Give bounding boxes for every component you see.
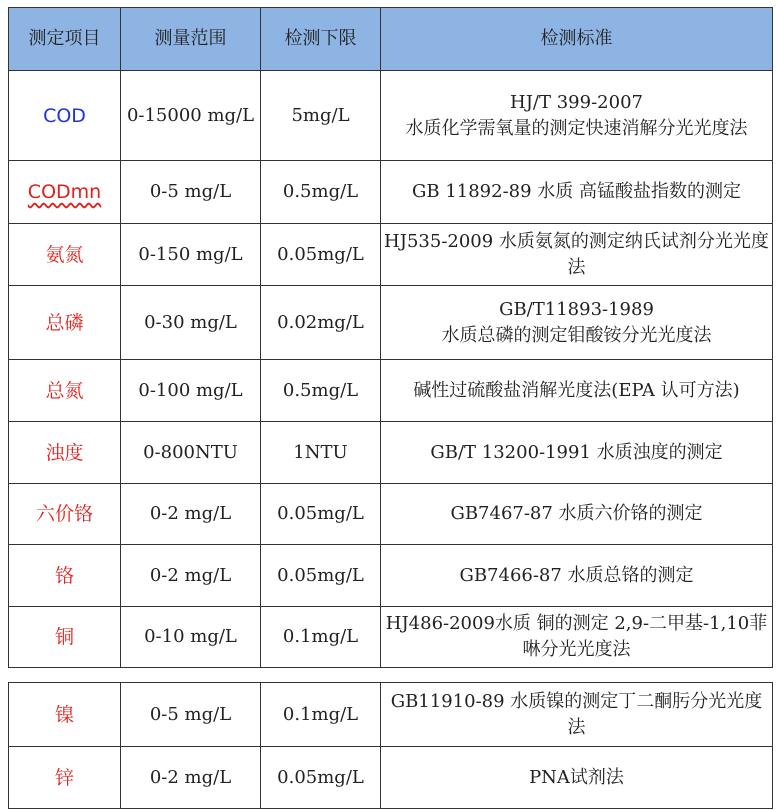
limit-cell: 0.05mg/L [261,747,381,809]
table-row [9,224,773,286]
range-cell: 0-5 mg/L [121,161,261,224]
measurement-table-continued [8,682,773,809]
table-row [9,545,773,607]
item-cell: 浊度 [9,422,121,484]
limit-cell: 0.1mg/L [261,607,381,668]
standard-cell: HJ535-2009 水质氨氮的测定纳氏试剂分光光度法 [381,224,773,286]
limit-cell: 0.05mg/L [261,224,381,286]
table-row [9,607,773,668]
range-cell: 0-150 mg/L [121,224,261,286]
item-cell [9,161,121,224]
range-cell: 0-10 mg/L [121,607,261,668]
header-row [9,8,773,71]
range-cell: 0-15000 mg/L [121,71,261,161]
header-standard: 检测标准 [381,8,773,71]
range-cell: 0-2 mg/L [121,545,261,607]
standard-cell: GB/T 13200-1991 水质浊度的测定 [381,422,773,484]
range-cell: 0-30 mg/L [121,286,261,360]
item-cell: 镍 [9,683,121,747]
limit-cell: 1NTU [261,422,381,484]
limit-cell: 0.1mg/L [261,683,381,747]
range-cell: 0-800NTU [121,422,261,484]
standard-cell: GB7466-87 水质总铬的测定 [381,545,773,607]
table-row [9,484,773,545]
range-cell: 0-5 mg/L [121,683,261,747]
limit-cell: 5mg/L [261,71,381,161]
item-cell: 总氮 [9,360,121,422]
range-cell: 0-2 mg/L [121,747,261,809]
standard-cell: GB7467-87 水质六价铬的测定 [381,484,773,545]
header-limit: 检测下限 [261,8,381,71]
item-cell: 氨氮 [9,224,121,286]
limit-cell: 0.5mg/L [261,161,381,224]
item-cell: 六价铬 [9,484,121,545]
standard-cell: 碱性过硫酸盐消解光度法(EPA 认可方法) [381,360,773,422]
header-item: 测定项目 [9,8,121,71]
header-range: 测量范围 [121,8,261,71]
standard-cell: GB11910-89 水质镍的测定丁二酮肟分光光度法 [381,683,773,747]
item-cell: COD [9,71,121,161]
table-row [9,683,773,747]
standard-cell: HJ/T 399-2007 水质化学需氧量的测定快速消解分光光度法 [381,71,773,161]
table-row [9,161,773,224]
limit-cell: 0.02mg/L [261,286,381,360]
item-label: CODmn [27,181,102,203]
range-cell: 0-2 mg/L [121,484,261,545]
standard-cell: PNA试剂法 [381,747,773,809]
standard-cell: HJ486-2009水质 铜的测定 2,9-二甲基-1,10菲啉分光光度法 [381,607,773,668]
table-row [9,747,773,809]
table-row [9,286,773,360]
limit-cell: 0.5mg/L [261,360,381,422]
limit-cell: 0.05mg/L [261,545,381,607]
range-cell: 0-100 mg/L [121,360,261,422]
table-row [9,71,773,161]
standard-cell: GB/T11893-1989 水质总磷的测定钼酸铵分光光度法 [381,286,773,360]
table-row [9,360,773,422]
standard-cell: GB 11892-89 水质 高锰酸盐指数的测定 [381,161,773,224]
table-row [9,422,773,484]
item-cell: 总磷 [9,286,121,360]
limit-cell: 0.05mg/L [261,484,381,545]
item-cell: 铬 [9,545,121,607]
measurement-table [8,7,773,668]
item-cell: 锌 [9,747,121,809]
item-cell: 铜 [9,607,121,668]
